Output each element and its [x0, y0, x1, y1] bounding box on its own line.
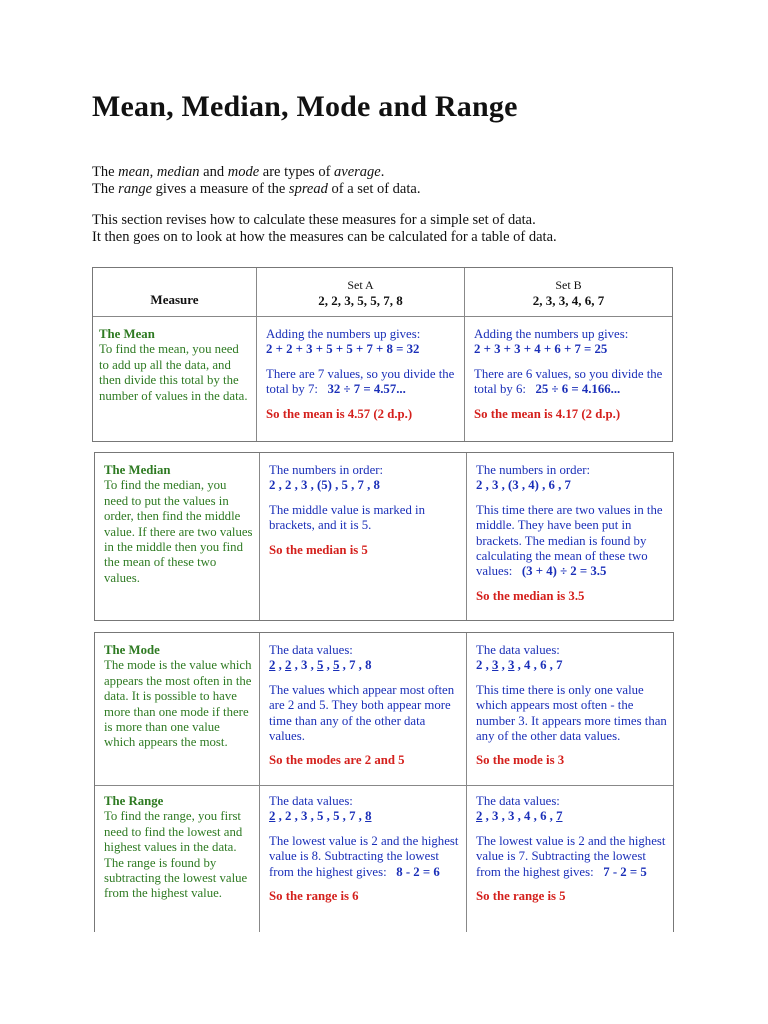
- intro-paragraph-2: [92, 212, 557, 246]
- median-title: The Median: [104, 463, 171, 477]
- mode-b-values: 2 , 3 , 3 , 4 , 6 , 7: [476, 658, 563, 673]
- mean-set-a-cell: Adding the numbers up gives: 2 + 2 + 3 + 5 + 5 + 7 + 8 = 32 There are 7 values, so you divide the total by 7: 32 ÷ 7 = 4.57... So the mean is 4.57 (2 d.p.): [256, 316, 464, 441]
- median-set-b-cell: The numbers in order: 2 , 3 , (3 , 4) , 6 , 7 This time there are two values in the middle. They have been put in brackets. The median is found by calculating the mean of these two values: (3 + 4) ÷ 2 = 3.5 So the median is 3.5: [466, 453, 673, 620]
- mode-title: The Mode: [104, 643, 160, 657]
- mean-description: To find the mean, you need to add up all the data, and then divide this total by the number of values in the data.: [99, 342, 248, 403]
- median-set-a-cell: The numbers in order: 2 , 2 , 3 , (5) , 5 , 7 , 8 The middle value is marked in brackets, and it is 5. So the median is 5: [259, 453, 466, 620]
- range-description: To find the range, you first need to find the lowest and highest values in the data. The range is found by subtracting the lowest value from the highest value.: [104, 809, 248, 901]
- mean-set-b-cell: Adding the numbers up gives: 2 + 3 + 3 + 4 + 6 + 7 = 25 There are 6 values, so you divide the total by 6: 25 ÷ 6 = 4.166... So the mean is 4.17 (2 d.p.): [464, 316, 672, 441]
- intro-line-2: The range gives a measure of the spread of a set of data.: [92, 181, 421, 197]
- mode-result-b: So the mode is 3: [476, 753, 565, 768]
- table-block-mode-range: [94, 632, 674, 932]
- range-title: The Range: [104, 794, 164, 808]
- mean-measure-cell: [93, 316, 256, 441]
- mode-range-measure-col: [95, 633, 259, 932]
- table-block-median: [94, 452, 674, 621]
- mode-range-set-b-col: [466, 633, 673, 932]
- intro-line-1: The mean, median and mode are types of average.: [92, 164, 385, 180]
- intro-line-3: This section revises how to calculate these measures for a simple set of data.: [92, 212, 536, 228]
- header-set-a: Set A 2, 2, 3, 5, 5, 7, 8: [256, 268, 464, 316]
- mean-result-b: So the mean is 4.17 (2 d.p.): [474, 406, 621, 421]
- median-result-a: So the median is 5: [269, 542, 368, 557]
- median-measure-cell: [95, 453, 259, 620]
- mean-result-a: So the mean is 4.57 (2 d.p.): [266, 406, 413, 421]
- header-set-b: Set B 2, 3, 3, 4, 6, 7: [464, 268, 672, 316]
- mode-range-set-a-col: [259, 633, 466, 932]
- range-measure-cell: [104, 794, 253, 902]
- page-title: Mean, Median, Mode and Range: [92, 90, 518, 123]
- range-result-b: So the range is 5: [476, 889, 566, 904]
- range-a-values: 2 , 2 , 3 , 5 , 5 , 7 , 8: [269, 809, 372, 824]
- header-measure: Measure: [150, 292, 199, 307]
- median-description: To find the median, you need to put the values in order, then find the middle value. If there are two values in the middle then you find the mean of these two values.: [104, 478, 253, 585]
- intro-paragraph-1: [92, 164, 420, 198]
- mode-result-a: So the modes are 2 and 5: [269, 753, 405, 768]
- table-block-mean: [92, 267, 673, 442]
- mean-title: The Mean: [99, 327, 155, 341]
- mode-set-b-cell: The data values: 2 , 3 , 3 , 4 , 6 , 7 This time there is only one value which appears most often - the number 3. It appears more times than any of the other data values. So the mode is 3: [476, 643, 667, 768]
- mode-description: The mode is the value which appears the most often in the data. It is possible to have more than one mode if there is more than one value which appears the most.: [104, 658, 252, 750]
- mode-set-a-cell: The data values: 2 , 2 , 3 , 5 , 5 , 7 , 8 The values which appear most often are 2 and 5. They both appear more time than any of the other data values. So the modes are 2 and 5: [269, 643, 460, 769]
- range-set-a-cell: The data values: 2 , 2 , 3 , 5 , 5 , 7 , 8 The lowest value is 2 and the highest value is 8. Subtracting the lowest from the highest gives: 8 - 2 = 6 So the range is 6: [269, 794, 459, 904]
- mode-measure-cell: [104, 643, 253, 751]
- median-result-b: So the median is 3.5: [476, 588, 585, 603]
- range-b-values: 2 , 3 , 3 , 4 , 6 , 7: [476, 809, 563, 824]
- range-set-b-cell: The data values: 2 , 3 , 3 , 4 , 6 , 7 The lowest value is 2 and the highest value is 7. Subtracting the lowest from the highest gives: 7 - 2 = 5 So the range is 5: [476, 794, 666, 904]
- range-result-a: So the range is 6: [269, 889, 359, 904]
- mode-a-values: 2 , 2 , 3 , 5 , 5 , 7 , 8: [269, 658, 372, 673]
- intro-line-4: It then goes on to look at how the measures can be calculated for a table of data.: [92, 229, 557, 245]
- table-header-row: [93, 268, 672, 317]
